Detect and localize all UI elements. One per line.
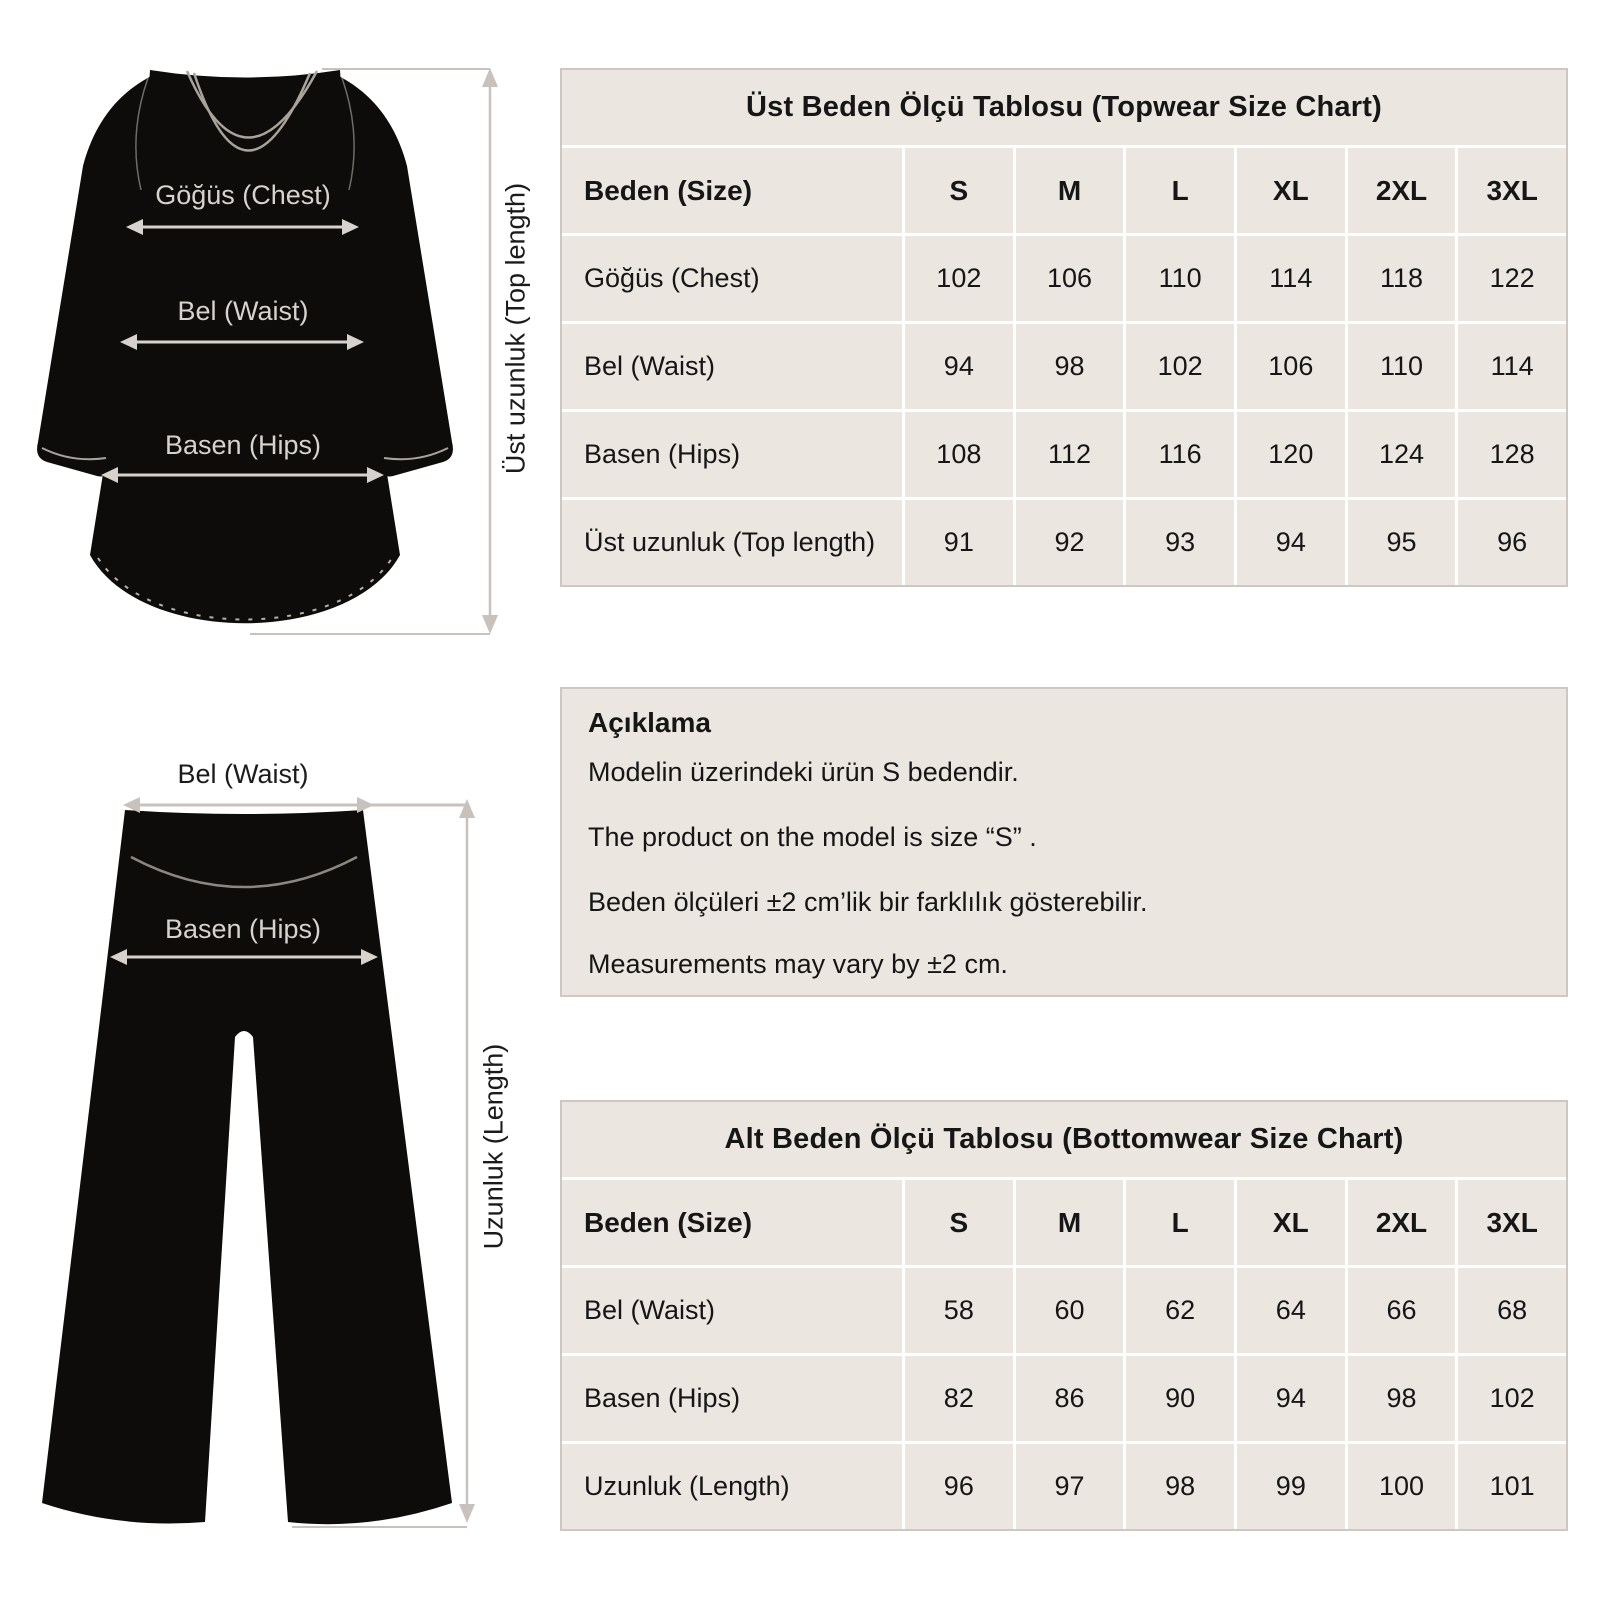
value-cell: 90 [1126,1356,1234,1441]
length-up-arrowhead [459,799,475,818]
note-line: Beden ölçüleri ±2 cm’lik bir farklılık gösterebilir. [588,887,1148,917]
value-cell: 106 [1016,236,1124,321]
bottomwear-header-size: Beden (Size) [562,1180,902,1265]
tunic-chest-label: Göğüs (Chest) [155,180,331,210]
topwear-header-l: L [1126,148,1234,233]
value-cell: 96 [1458,500,1566,585]
tunic-illustration [0,0,540,670]
value-cell: 106 [1237,324,1345,409]
bottomwear-row-label: Basen (Hips) [562,1356,902,1441]
value-cell: 98 [1348,1356,1456,1441]
topwear-header-2xl: 2XL [1348,148,1456,233]
value-cell: 98 [1016,324,1124,409]
value-cell: 110 [1348,324,1456,409]
value-cell: 128 [1458,412,1566,497]
topwear-header-s: S [905,148,1013,233]
value-cell: 102 [1126,324,1234,409]
value-cell: 108 [905,412,1013,497]
bottomwear-header-l: L [1126,1180,1234,1265]
bottomwear-row-label: Bel (Waist) [562,1268,902,1353]
value-cell: 94 [905,324,1013,409]
topwear-row-label: Basen (Hips) [562,412,902,497]
note-line: Modelin üzerindeki ürün S bedendir. [588,757,1019,787]
value-cell: 97 [1016,1444,1124,1529]
topwear-size-table [560,68,1568,587]
value-cell: 102 [905,236,1013,321]
value-cell: 118 [1348,236,1456,321]
length-down-arrowhead [459,1504,475,1523]
topwear-header-3xl: 3XL [1458,148,1566,233]
value-cell: 120 [1237,412,1345,497]
value-cell: 82 [905,1356,1013,1441]
pants-waist-label: Bel (Waist) [177,759,309,789]
topwear-row-label: Göğüs (Chest) [562,236,902,321]
top-length-up-arrowhead [482,68,498,87]
value-cell: 66 [1348,1268,1456,1353]
tunic-waist-label: Bel (Waist) [177,296,309,326]
bottomwear-header-3xl: 3XL [1458,1180,1566,1265]
value-cell: 114 [1458,324,1566,409]
value-cell: 58 [905,1268,1013,1353]
topwear-header-m: M [1016,148,1124,233]
value-cell: 124 [1348,412,1456,497]
value-cell: 110 [1126,236,1234,321]
value-cell: 62 [1126,1268,1234,1353]
value-cell: 94 [1237,500,1345,585]
top-length-down-arrowhead [482,615,498,634]
value-cell: 122 [1458,236,1566,321]
bottomwear-size-table [560,1100,1568,1531]
bottomwear-header-2xl: 2XL [1348,1180,1456,1265]
value-cell: 86 [1016,1356,1124,1441]
topwear-header-size: Beden (Size) [562,148,902,233]
topwear-row-label: Bel (Waist) [562,324,902,409]
value-cell: 102 [1458,1356,1566,1441]
value-cell: 95 [1348,500,1456,585]
value-cell: 100 [1348,1444,1456,1529]
value-cell: 64 [1237,1268,1345,1353]
tunic-hips-label: Basen (Hips) [164,430,322,460]
value-cell: 101 [1458,1444,1566,1529]
value-cell: 98 [1126,1444,1234,1529]
value-cell: 116 [1126,412,1234,497]
note-line: The product on the model is size “S” . [588,822,1037,852]
note-panel [560,687,1568,997]
topwear-header-xl: XL [1237,148,1345,233]
pants-length-label: Uzunluk (Length) [478,1043,509,1250]
pants-waist-arrow-right-head [357,797,374,813]
value-cell: 93 [1126,500,1234,585]
bottomwear-table-title: Alt Beden Ölçü Tablosu (Bottomwear Size Chart) [562,1102,1566,1177]
value-cell: 112 [1016,412,1124,497]
bottomwear-header-s: S [905,1180,1013,1265]
value-cell: 96 [905,1444,1013,1529]
topwear-table-title: Üst Beden Ölçü Tablosu (Topwear Size Chart) [562,70,1566,145]
value-cell: 60 [1016,1268,1124,1353]
value-cell: 68 [1458,1268,1566,1353]
bottomwear-row-label: Uzunluk (Length) [562,1444,902,1529]
value-cell: 99 [1237,1444,1345,1529]
value-cell: 94 [1237,1356,1345,1441]
value-cell: 91 [905,500,1013,585]
pants-illustration [0,725,540,1600]
value-cell: 92 [1016,500,1124,585]
bottomwear-header-xl: XL [1237,1180,1345,1265]
topwear-row-label: Üst uzunluk (Top length) [562,500,902,585]
note-heading: Açıklama [588,707,711,738]
pants-hips-label: Basen (Hips) [164,914,322,944]
bottomwear-header-m: M [1016,1180,1124,1265]
tunic-top-length-label: Üst uzunluk (Top length) [500,182,531,475]
note-line: Measurements may vary by ±2 cm. [588,949,1008,979]
value-cell: 114 [1237,236,1345,321]
